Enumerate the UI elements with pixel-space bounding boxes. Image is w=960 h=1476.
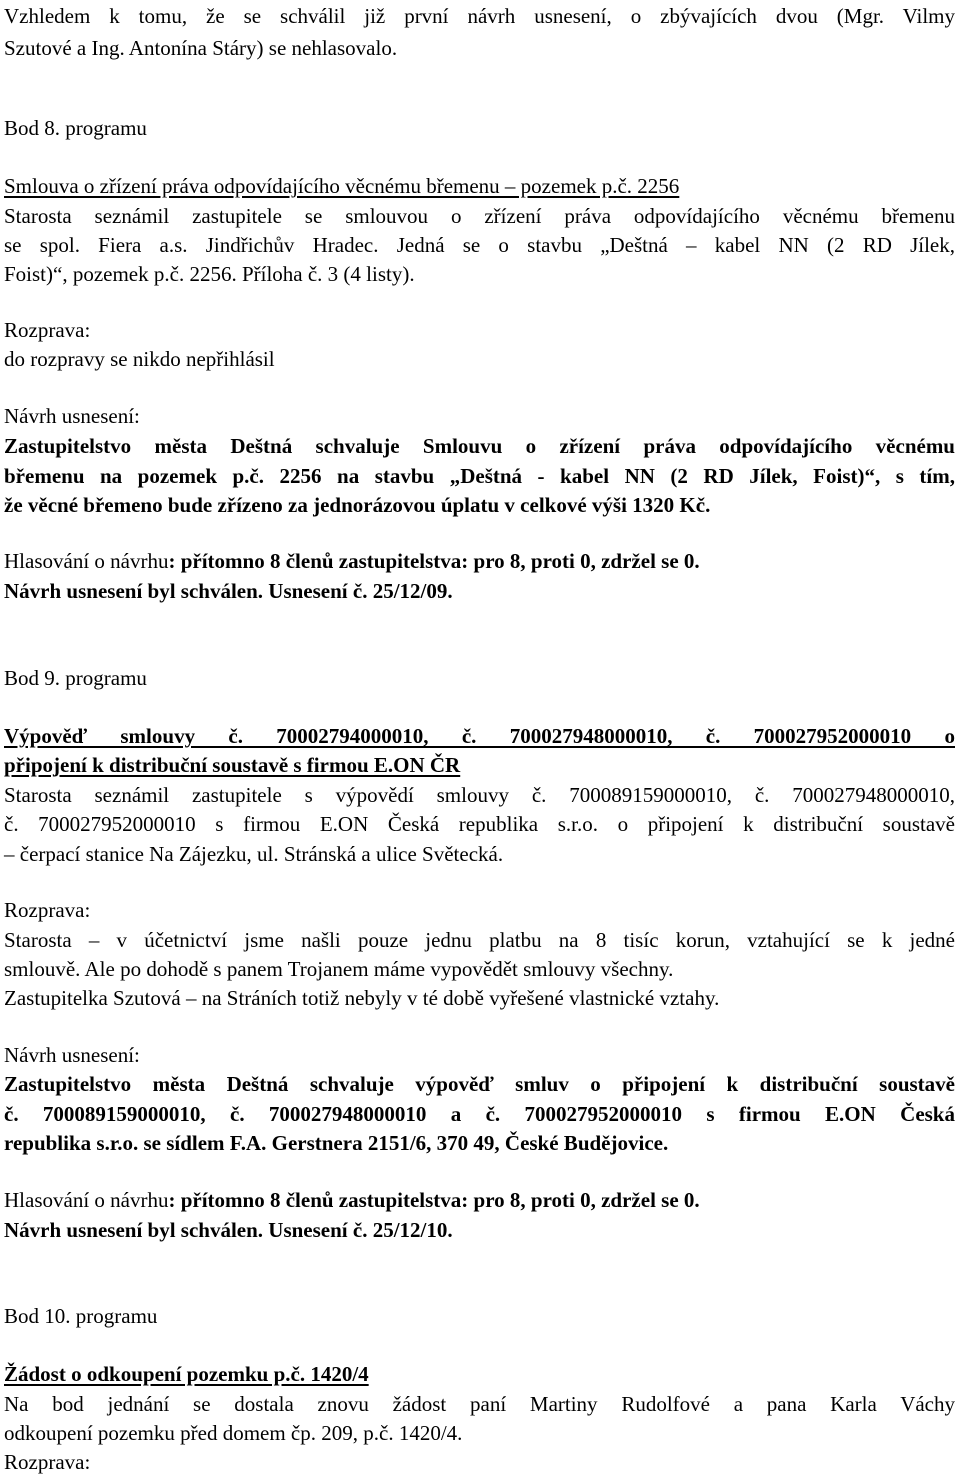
text-line: do rozpravy se nikdo nepřihlásil xyxy=(4,347,275,371)
text-line: se spol. Fiera a.s. Jindřichův Hradec. Jedná se o stavbu „Deštná – kabel NN (2 RD Jílek, xyxy=(4,233,955,257)
resolution-text: břemenu na pozemek p.č. 2256 na stavbu „Deštná - kabel NN (2 RD Jílek, Foist)“, s tím, xyxy=(4,464,955,488)
resolution-text: že věcné břemeno bude zřízeno za jednorázovou úplatu v celkové výši 1320 Kč. xyxy=(4,493,711,517)
text-line: smlouvě. Ale po dohodě s panem Trojanem máme vypovědět smlouvy všechny. xyxy=(4,957,674,981)
resolution-text: Zastupitelstvo města Deštná schvaluje výpověď smluv o připojení k distribuční soustavě xyxy=(4,1072,955,1096)
text-line: Starosta – v účetnictví jsme našli pouze jednu platbu na 8 tisíc korun, vztahující se k jedné xyxy=(4,928,955,952)
resolution-text: č. 700089159000010, č. 700027948000010 a č. 700027952000010 s firmou E.ON Česká xyxy=(4,1102,955,1126)
text-line: Vzhledem k tomu, že se schválil již první návrh usnesení, o zbývajících dvou (Mgr. Vilmy xyxy=(4,4,955,28)
item-title: Smlouva o zřízení práva odpovídajícího věcnému břemenu – pozemek p.č. 2256 xyxy=(4,174,680,198)
text-line: Szutové a Ing. Antonína Stáry) se nehlasovalo. xyxy=(4,36,398,60)
text-line: Zastupitelka Szutová – na Stráních totiž nebyly v té době vyřešené vlastnické vztahy. xyxy=(4,986,720,1010)
text-line: Starosta seznámil zastupitele s výpovědí smlouvy č. 700089159000010, č. 700027948000010, xyxy=(4,783,955,807)
section-heading: Bod 9. programu xyxy=(4,666,147,690)
text-line: Na bod jednání se dostala znovu žádost paní Martiny Rudolfové a pana Karla Váchy xyxy=(4,1392,955,1416)
resolution-status: Návrh usnesení byl schválen. Usnesení č. 25/12/10. xyxy=(4,1218,453,1242)
text-line: odkoupení pozemku před domem čp. 209, p.č. 1420/4. xyxy=(4,1421,463,1445)
text-line: – čerpací stanice Na Zájezku, ul. Stránská a ulice Světecká. xyxy=(4,842,504,866)
section-heading: Bod 10. programu xyxy=(4,1304,158,1328)
discussion-label: Rozprava: xyxy=(4,318,91,342)
vote-label: Hlasování o návrhu xyxy=(4,549,169,573)
item-title: připojení k distribuční soustavě s firmou E.ON ČR xyxy=(4,753,461,777)
vote-line xyxy=(4,549,955,573)
text-line: č. 700027952000010 s firmou E.ON Česká republika s.r.o. o připojení k distribuční soustavě xyxy=(4,812,955,836)
resolution-status: Návrh usnesení byl schválen. Usnesení č. 25/12/09. xyxy=(4,579,453,603)
discussion-label: Rozprava: xyxy=(4,1450,91,1474)
resolution-label: Návrh usnesení: xyxy=(4,1043,140,1067)
text-line: Foist)“, pozemek p.č. 2256. Příloha č. 3 (4 listy). xyxy=(4,262,415,286)
discussion-label: Rozprava: xyxy=(4,898,91,922)
text-line: Starosta seznámil zastupitele se smlouvou o zřízení práva odpovídajícího věcnému břemenu xyxy=(4,204,955,228)
vote-result: : přítomno 8 členů zastupitelstva: pro 8, proti 0, zdržel se 0. xyxy=(168,1188,700,1212)
section-heading: Bod 8. programu xyxy=(4,116,147,140)
resolution-label: Návrh usnesení: xyxy=(4,404,140,428)
vote-line xyxy=(4,1188,955,1212)
vote-result: : přítomno 8 členů zastupitelstva: pro 8, proti 0, zdržel se 0. xyxy=(168,549,700,573)
resolution-text: republika s.r.o. se sídlem F.A. Gerstnera 2151/6, 370 49, České Budějovice. xyxy=(4,1131,669,1155)
item-title: Výpověď smlouvy č. 70002794000010, č. 700027948000010, č. 700027952000010 o xyxy=(4,724,955,748)
item-title: Žádost o odkoupení pozemku p.č. 1420/4 xyxy=(4,1362,369,1386)
resolution-text: Zastupitelstvo města Deštná schvaluje Smlouvu o zřízení práva odpovídajícího věcnému xyxy=(4,434,955,458)
vote-label: Hlasování o návrhu xyxy=(4,1188,169,1212)
